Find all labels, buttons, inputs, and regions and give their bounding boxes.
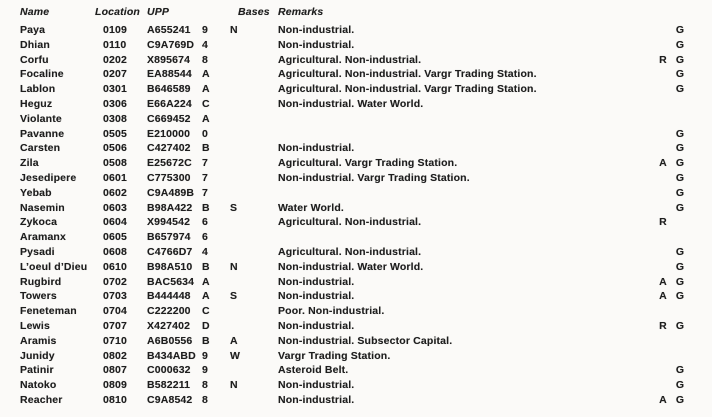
world-remarks: Non-industrial.	[278, 290, 355, 303]
world-bases: N	[230, 379, 238, 392]
world-upp: C000632	[147, 364, 191, 377]
gas-giant-code: G	[675, 83, 685, 96]
world-name: Jesedipere	[20, 171, 77, 184]
world-remarks: Agricultural. Non-industrial.	[278, 216, 422, 229]
table-row	[20, 290, 692, 305]
gas-giant-code: G	[675, 171, 685, 184]
header-location: Location	[95, 6, 140, 18]
world-remarks: Agricultural. Non-industrial. Vargr Trading Station.	[278, 83, 537, 96]
world-name: Corfu	[20, 53, 49, 66]
table-row	[20, 216, 692, 231]
world-upp: C222200	[147, 305, 191, 318]
world-location: 0601	[103, 171, 127, 184]
table-row	[20, 113, 692, 128]
world-upp: A6B0556	[147, 334, 193, 347]
world-upp: C9A489B	[147, 186, 195, 199]
world-upp: B434ABD	[147, 349, 196, 362]
world-upp: B582211	[147, 379, 191, 392]
travel-zone-code: A	[659, 275, 667, 288]
world-tech-level: 6	[202, 216, 208, 229]
world-tech-level: 8	[202, 53, 208, 66]
world-location: 0602	[103, 186, 127, 199]
world-location: 0605	[103, 231, 127, 244]
gas-giant-code: G	[675, 290, 685, 303]
gas-giant-code: G	[675, 364, 685, 377]
gas-giant-code: G	[675, 53, 685, 66]
world-name: Natoko	[20, 379, 57, 392]
table-row	[20, 24, 692, 39]
world-location: 0110	[103, 38, 127, 51]
world-tech-level: B	[202, 334, 210, 347]
world-location: 0608	[103, 245, 127, 258]
world-location: 0508	[103, 157, 127, 170]
world-location: 0202	[103, 53, 127, 66]
gas-giant-code: G	[675, 319, 685, 332]
world-tech-level: B	[202, 260, 210, 273]
table-row	[20, 98, 692, 113]
world-upp: E210000	[147, 127, 191, 140]
world-location: 0810	[103, 393, 127, 406]
travel-zone-code: R	[659, 319, 667, 332]
world-tech-level: D	[202, 319, 210, 332]
world-tech-level: C	[202, 305, 210, 318]
world-location: 0604	[103, 216, 127, 229]
world-name: Lewis	[20, 319, 50, 332]
table-row	[20, 364, 692, 379]
world-location: 0710	[103, 334, 127, 347]
table-row	[20, 379, 692, 394]
world-upp: E66A224	[147, 97, 192, 110]
world-upp: X895674	[147, 53, 191, 66]
world-location: 0802	[103, 349, 127, 362]
world-remarks: Non-industrial.	[278, 379, 355, 392]
gas-giant-code: G	[675, 142, 685, 155]
travel-zone-code: A	[659, 157, 667, 170]
world-remarks: Non-industrial.	[278, 393, 355, 406]
world-remarks: Water World.	[278, 201, 344, 214]
table-body	[20, 24, 692, 409]
travel-zone-code: R	[659, 53, 667, 66]
world-name: L’oeul d’Dieu	[20, 260, 88, 273]
travel-zone-code: A	[659, 393, 667, 406]
table-row	[20, 394, 692, 409]
world-upp: X427402	[147, 319, 191, 332]
table-row	[20, 231, 692, 246]
world-location: 0301	[103, 83, 127, 96]
world-location: 0610	[103, 260, 127, 273]
table-row	[20, 39, 692, 54]
world-tech-level: B	[202, 142, 210, 155]
travel-zone-code: A	[659, 290, 667, 303]
world-tech-level: B	[202, 201, 210, 214]
world-name: Heguz	[20, 97, 53, 110]
header-name: Name	[20, 6, 50, 18]
world-location: 0308	[103, 112, 127, 125]
header-bases: Bases	[238, 6, 270, 18]
world-name: Paya	[20, 24, 46, 36]
world-remarks: Agricultural. Non-industrial.	[278, 53, 422, 66]
world-tech-level: 7	[202, 157, 208, 170]
world-remarks: Agricultural. Non-industrial. Vargr Trading Station.	[278, 68, 537, 81]
table-row	[20, 157, 692, 172]
table-row	[20, 202, 692, 217]
table-row	[20, 68, 692, 83]
world-remarks: Asteroid Belt.	[278, 364, 349, 377]
world-location: 0702	[103, 275, 127, 288]
world-name: Zykoca	[20, 216, 58, 229]
world-name: Carsten	[20, 142, 61, 155]
world-name: Pysadi	[20, 245, 55, 258]
world-name: Violante	[20, 112, 62, 125]
table-row	[20, 54, 692, 69]
world-tech-level: 9	[202, 364, 208, 377]
world-location: 0109	[103, 24, 127, 36]
world-tech-level: A	[202, 275, 210, 288]
world-name: Junidy	[20, 349, 55, 362]
gas-giant-code: G	[675, 260, 685, 273]
world-remarks: Non-industrial.	[278, 275, 355, 288]
world-tech-level: A	[202, 290, 210, 303]
world-tech-level: 4	[202, 245, 208, 258]
world-tech-level: 7	[202, 186, 208, 199]
world-remarks: Non-industrial.	[278, 142, 355, 155]
table-row	[20, 128, 692, 143]
world-tech-level: 9	[202, 24, 208, 36]
gas-giant-code: G	[675, 38, 685, 51]
world-remarks: Vargr Trading Station.	[278, 349, 391, 362]
world-location: 0809	[103, 379, 127, 392]
world-bases: S	[230, 201, 238, 214]
world-tech-level: 6	[202, 231, 208, 244]
table-row	[20, 335, 692, 350]
world-location: 0807	[103, 364, 127, 377]
world-tech-level: 0	[202, 127, 208, 140]
header-upp: UPP	[147, 6, 170, 18]
table-row	[20, 276, 692, 291]
world-name: Aramis	[20, 334, 57, 347]
world-location: 0207	[103, 68, 127, 81]
world-location: 0703	[103, 290, 127, 303]
world-name: Zila	[20, 157, 39, 170]
world-remarks: Non-industrial.	[278, 24, 355, 36]
world-tech-level: 8	[202, 379, 208, 392]
gas-giant-code: G	[675, 245, 685, 258]
table-row	[20, 261, 692, 276]
gas-giant-code: G	[675, 24, 685, 36]
world-bases: N	[230, 24, 238, 36]
world-name: Patinir	[20, 364, 54, 377]
world-upp: B444448	[147, 290, 191, 303]
table-row	[20, 187, 692, 202]
world-upp: C669452	[147, 112, 191, 125]
world-upp: C775300	[147, 171, 191, 184]
world-name: Aramanx	[20, 231, 66, 244]
world-upp: C427402	[147, 142, 191, 155]
world-data-table	[20, 6, 692, 409]
world-upp: C4766D7	[147, 245, 193, 258]
world-tech-level: C	[202, 97, 210, 110]
world-upp: EA88544	[147, 68, 192, 81]
gas-giant-code: G	[675, 127, 685, 140]
world-tech-level: 4	[202, 38, 208, 51]
table-row	[20, 350, 692, 365]
world-remarks: Non-industrial. Vargr Trading Station.	[278, 171, 470, 184]
world-upp: E25672C	[147, 157, 192, 170]
gas-giant-code: G	[675, 186, 685, 199]
world-upp: BAC5634	[147, 275, 195, 288]
world-name: Rugbird	[20, 275, 62, 288]
world-upp: A655241	[147, 24, 191, 36]
world-tech-level: 9	[202, 349, 208, 362]
world-bases: N	[230, 260, 238, 273]
gas-giant-code: G	[675, 201, 685, 214]
world-location: 0707	[103, 319, 127, 332]
world-bases: A	[230, 334, 238, 347]
table-header-row	[20, 6, 692, 24]
world-tech-level: 8	[202, 393, 208, 406]
world-upp: B657974	[147, 231, 191, 244]
gas-giant-code: G	[675, 68, 685, 81]
table-row	[20, 320, 692, 335]
world-name: Pavanne	[20, 127, 65, 140]
world-remarks: Non-industrial.	[278, 319, 355, 332]
world-upp: C9A769D	[147, 38, 195, 51]
world-bases: S	[230, 290, 238, 303]
world-remarks: Poor. Non-industrial.	[278, 305, 385, 318]
world-upp: B646589	[147, 83, 191, 96]
table-row	[20, 172, 692, 187]
header-remarks: Remarks	[278, 6, 324, 18]
world-name: Reacher	[20, 393, 63, 406]
world-upp: X994542	[147, 216, 191, 229]
world-name: Nasemin	[20, 201, 65, 214]
world-remarks: Non-industrial. Water World.	[278, 97, 424, 110]
gas-giant-code: G	[675, 379, 685, 392]
travel-zone-code: R	[659, 216, 667, 229]
world-tech-level: A	[202, 68, 210, 81]
world-upp: B98A510	[147, 260, 193, 273]
world-location: 0505	[103, 127, 127, 140]
table-row	[20, 142, 692, 157]
world-name: Lablon	[20, 83, 56, 96]
world-upp: C9A8542	[147, 393, 193, 406]
world-name: Focaline	[20, 68, 64, 81]
world-location: 0306	[103, 97, 127, 110]
world-remarks: Non-industrial. Water World.	[278, 260, 424, 273]
world-remarks: Agricultural. Vargr Trading Station.	[278, 157, 458, 170]
world-name: Towers	[20, 290, 57, 303]
world-tech-level: A	[202, 112, 210, 125]
gas-giant-code: G	[675, 157, 685, 170]
world-name: Yebab	[20, 186, 52, 199]
gas-giant-code: G	[675, 275, 685, 288]
world-tech-level: A	[202, 83, 210, 96]
table-row	[20, 246, 692, 261]
world-remarks: Agricultural. Non-industrial.	[278, 245, 422, 258]
table-row	[20, 305, 692, 320]
world-remarks: Non-industrial.	[278, 38, 355, 51]
world-remarks: Non-industrial. Subsector Capital.	[278, 334, 453, 347]
world-location: 0506	[103, 142, 127, 155]
world-location: 0603	[103, 201, 127, 214]
world-name: Feneteman	[20, 305, 77, 318]
world-bases: W	[230, 349, 241, 362]
world-tech-level: 7	[202, 171, 208, 184]
world-location: 0704	[103, 305, 127, 318]
gas-giant-code: G	[675, 393, 685, 406]
world-upp: B98A422	[147, 201, 193, 214]
table-row	[20, 83, 692, 98]
world-name: Dhian	[20, 38, 50, 51]
